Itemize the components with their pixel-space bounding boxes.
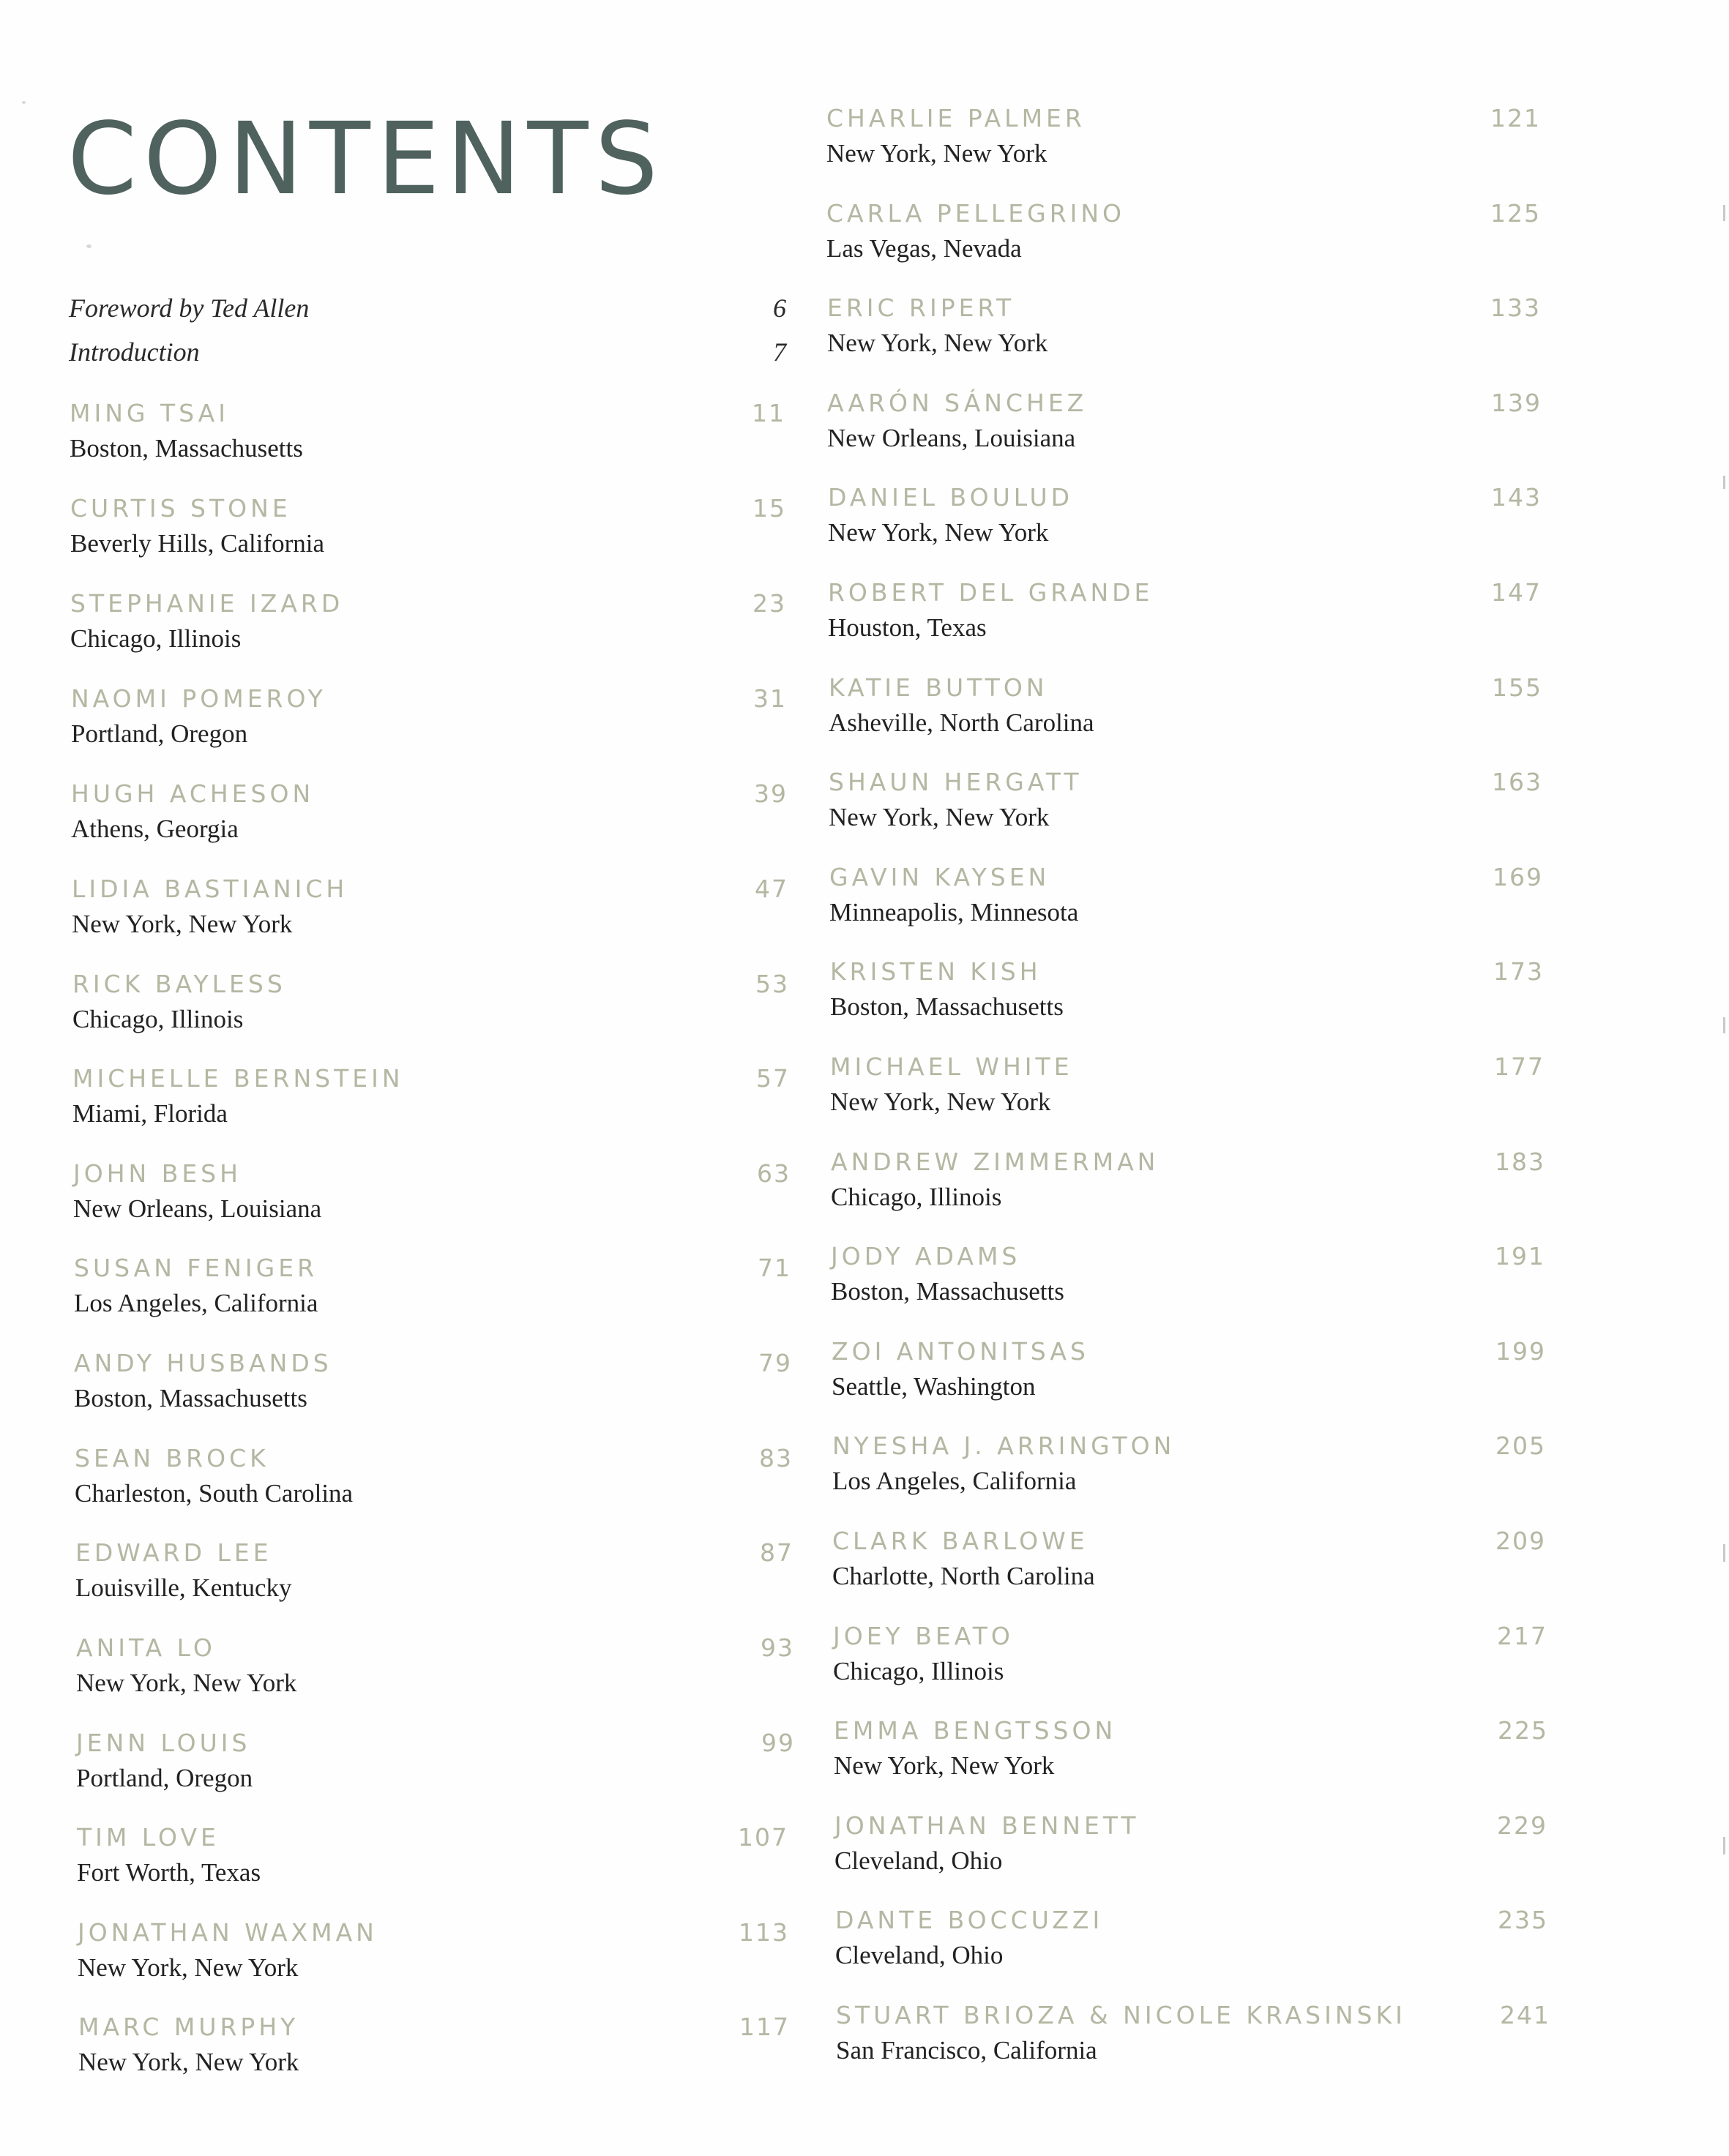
scan-speck [86, 244, 92, 248]
toc-entry[interactable] [829, 673, 1542, 761]
page-number: 121 [1490, 104, 1541, 132]
chef-name: SEAN BROCK [75, 1444, 269, 1472]
toc-entry[interactable] [831, 1148, 1545, 1235]
chef-location: Charleston, South Carolina [75, 1479, 354, 1508]
toc-entry[interactable] [836, 2001, 1550, 2089]
chef-name: ERIC RIPERT [827, 293, 1015, 322]
chef-name: JOEY BEATO [833, 1622, 1014, 1650]
toc-entry[interactable] [832, 1337, 1546, 1425]
scan-speck [22, 101, 26, 104]
toc-entry[interactable] [828, 578, 1542, 666]
chef-location: New York, New York [834, 1751, 1055, 1780]
toc-entry[interactable] [826, 104, 1541, 192]
chef-location: Chicago, Illinois [831, 1183, 1002, 1211]
toc-entry[interactable] [70, 399, 785, 487]
page-number: 57 [756, 1064, 790, 1093]
toc-entry[interactable] [830, 957, 1544, 1045]
chef-name: JONATHAN BENNETT [834, 1811, 1140, 1840]
chef-location: New York, New York [830, 1088, 1051, 1116]
page-number: 107 [738, 1823, 788, 1852]
page-number: 183 [1495, 1148, 1545, 1176]
chef-location: New Orleans, Louisiana [73, 1194, 322, 1223]
page-title: CONTENTS [67, 102, 665, 217]
page-number: 23 [753, 589, 786, 618]
chef-name: JONATHAN WAXMAN [78, 1918, 378, 1947]
page-number: 177 [1494, 1052, 1545, 1081]
chef-location: New York, New York [828, 518, 1049, 547]
chef-name: ZOI ANTONITSAS [832, 1337, 1089, 1366]
chef-name: TIM LOVE [77, 1823, 220, 1852]
chef-location: New York, New York [826, 139, 1048, 168]
page-number: 163 [1492, 768, 1542, 796]
toc-entry[interactable] [78, 1918, 789, 2006]
toc-entry[interactable] [829, 863, 1543, 951]
chef-name: SUSAN FENIGER [74, 1254, 318, 1282]
page-number: 205 [1495, 1431, 1546, 1460]
chef-location: Minneapolis, Minnesota [829, 898, 1079, 927]
chef-name: KRISTEN KISH [830, 957, 1042, 986]
toc-entry[interactable] [833, 1622, 1547, 1710]
page-number: 11 [752, 399, 785, 427]
chef-location: Boston, Massachusetts [831, 1277, 1064, 1306]
page-number: 79 [758, 1349, 792, 1377]
chef-location: New Orleans, Louisiana [827, 424, 1076, 452]
introduction-label: Introduction [69, 337, 200, 367]
toc-entry[interactable] [834, 1811, 1547, 1899]
toc-entry[interactable] [76, 1633, 794, 1721]
chef-name: CLARK BARLOWE [832, 1527, 1088, 1555]
toc-entry[interactable] [76, 1729, 795, 1816]
scan-edge-mark [1723, 1837, 1725, 1854]
page-number: 71 [758, 1254, 791, 1282]
page-number: 63 [757, 1159, 791, 1188]
page-number: 147 [1491, 578, 1542, 607]
chef-name: HUGH ACHESON [71, 779, 315, 808]
chef-name: MICHELLE BERNSTEIN [72, 1064, 404, 1093]
toc-entry[interactable] [72, 970, 789, 1058]
page-number: 113 [739, 1918, 789, 1947]
chef-location: New York, New York [827, 329, 1048, 357]
chef-location: Los Angeles, California [832, 1467, 1077, 1495]
page-number: 209 [1495, 1527, 1546, 1555]
page-number: 53 [755, 970, 789, 998]
foreword-page-number: 6 [773, 293, 786, 323]
scan-edge-mark [1723, 205, 1725, 221]
chef-name: MING TSAI [70, 399, 229, 427]
page-number: 139 [1491, 389, 1542, 417]
chef-location: Charlotte, North Carolina [832, 1562, 1095, 1590]
toc-entry[interactable] [73, 1159, 791, 1247]
page-number: 173 [1493, 957, 1544, 986]
page-number: 99 [761, 1729, 795, 1757]
chef-location: New York, New York [76, 1669, 297, 1697]
chef-name: CARLA PELLEGRINO [826, 199, 1126, 228]
toc-entry[interactable] [75, 1444, 793, 1532]
page-number: 93 [761, 1633, 794, 1662]
toc-entry[interactable] [828, 483, 1542, 571]
toc-entry[interactable] [832, 1527, 1546, 1614]
chef-name: JODY ADAMS [831, 1242, 1021, 1270]
chef-name: GAVIN KAYSEN [829, 863, 1050, 891]
page-number: 155 [1492, 673, 1542, 702]
toc-entry[interactable] [72, 875, 788, 962]
page-number: 225 [1498, 1716, 1548, 1745]
chef-name: STUART BRIOZA & NICOLE KRASINSKI [836, 2001, 1406, 2029]
chef-location: Houston, Texas [828, 613, 987, 642]
page-number: 39 [754, 779, 788, 808]
chef-location: Beverly Hills, California [70, 529, 325, 558]
introduction-page-number: 7 [773, 337, 786, 367]
chef-location: Chicago, Illinois [70, 624, 242, 653]
toc-entry[interactable] [830, 1052, 1545, 1140]
toc-entry[interactable] [77, 1823, 788, 1911]
chef-location: Seattle, Washington [832, 1372, 1036, 1401]
chef-name: DANTE BOCCUZZI [835, 1906, 1104, 1934]
chef-name: MARC MURPHY [78, 2013, 299, 2041]
toc-entry[interactable] [827, 389, 1542, 476]
chef-location: Cleveland, Ohio [834, 1846, 1003, 1875]
chef-name: RICK BAYLESS [72, 970, 286, 998]
toc-entry[interactable] [74, 1254, 791, 1341]
toc-entry[interactable] [70, 589, 786, 677]
chef-location: Athens, Georgia [71, 815, 239, 843]
scan-edge-mark [1723, 1017, 1725, 1033]
foreword-label: Foreword by Ted Allen [69, 293, 310, 323]
toc-entry[interactable] [829, 768, 1542, 856]
chef-name: CHARLIE PALMER [826, 104, 1086, 132]
page-number: 143 [1491, 483, 1542, 512]
toc-entry[interactable] [78, 2013, 790, 2100]
chef-location: Boston, Massachusetts [74, 1384, 307, 1412]
foreword-entry[interactable] [69, 293, 786, 329]
toc-entry[interactable] [826, 199, 1541, 287]
chef-name: SHAUN HERGATT [829, 768, 1083, 796]
chef-name: ANITA LO [76, 1633, 216, 1662]
chef-name: EMMA BENGTSSON [834, 1716, 1117, 1745]
scan-edge-mark [1723, 1544, 1725, 1562]
chef-name: JENN LOUIS [76, 1729, 251, 1757]
chef-location: Las Vegas, Nevada [826, 234, 1022, 263]
toc-entry[interactable] [71, 684, 787, 772]
toc-entry[interactable] [72, 1064, 790, 1152]
page-number: 229 [1497, 1811, 1547, 1840]
chef-location: Chicago, Illinois [833, 1657, 1004, 1685]
chef-name: NYESHA J. ARRINGTON [832, 1431, 1176, 1460]
page-number: 199 [1495, 1337, 1546, 1366]
chef-location: Asheville, North Carolina [829, 708, 1094, 737]
chef-name: NAOMI POMEROY [71, 684, 326, 713]
scan-edge-mark [1723, 476, 1725, 489]
page-number: 15 [753, 494, 786, 523]
chef-name: ROBERT DEL GRANDE [828, 578, 1154, 607]
chef-location: Boston, Massachusetts [70, 434, 303, 463]
chef-location: Cleveland, Ohio [835, 1941, 1004, 1969]
chef-location: Chicago, Illinois [72, 1005, 244, 1033]
chef-name: ANDY HUSBANDS [74, 1349, 332, 1377]
page-number: 83 [759, 1444, 793, 1472]
chef-location: Fort Worth, Texas [77, 1858, 261, 1887]
chef-location: Los Angeles, California [74, 1289, 318, 1317]
page-number: 87 [760, 1538, 793, 1567]
chef-location: Portland, Oregon [71, 719, 248, 748]
chef-location: New York, New York [829, 803, 1050, 831]
chef-location: Boston, Massachusetts [830, 992, 1064, 1021]
chef-name: AARÓN SÁNCHEZ [827, 389, 1088, 417]
chef-name: KATIE BUTTON [829, 673, 1048, 702]
chef-name: ANDREW ZIMMERMAN [831, 1148, 1159, 1176]
chef-location: New York, New York [72, 910, 293, 938]
page-number: 31 [753, 684, 787, 713]
chef-location: New York, New York [78, 1953, 299, 1982]
page-number: 125 [1490, 199, 1541, 228]
toc-entry[interactable] [75, 1538, 793, 1626]
page-number: 241 [1500, 2001, 1550, 2029]
toc-entry[interactable] [74, 1349, 792, 1437]
toc-entry[interactable] [831, 1242, 1545, 1330]
chef-location: Portland, Oregon [76, 1764, 253, 1792]
chef-location: San Francisco, California [836, 2036, 1097, 2065]
toc-entry[interactable] [832, 1431, 1546, 1519]
chef-name: MICHAEL WHITE [830, 1052, 1073, 1081]
toc-entry[interactable] [835, 1906, 1548, 1994]
toc-entry[interactable] [834, 1716, 1548, 1804]
toc-entry[interactable] [71, 779, 788, 867]
page-number: 235 [1498, 1906, 1548, 1934]
chef-name: STEPHANIE IZARD [70, 589, 344, 618]
page-number: 47 [755, 875, 788, 903]
toc-entry[interactable] [827, 293, 1541, 381]
page-number: 169 [1493, 863, 1543, 891]
chef-name: EDWARD LEE [75, 1538, 272, 1567]
chef-name: DANIEL BOULUD [828, 483, 1074, 512]
page-number: 217 [1497, 1622, 1547, 1650]
page-number: 191 [1495, 1242, 1545, 1270]
chef-name: LIDIA BASTIANICH [72, 875, 348, 903]
page-number: 133 [1490, 293, 1541, 322]
chef-location: New York, New York [78, 2048, 299, 2076]
toc-entry[interactable] [70, 494, 786, 582]
chef-location: Miami, Florida [72, 1099, 228, 1128]
page-number: 117 [739, 2013, 790, 2041]
chef-location: Louisville, Kentucky [75, 1573, 292, 1602]
chef-name: JOHN BESH [73, 1159, 242, 1188]
chef-name: CURTIS STONE [70, 494, 291, 523]
introduction-entry[interactable] [69, 337, 786, 373]
